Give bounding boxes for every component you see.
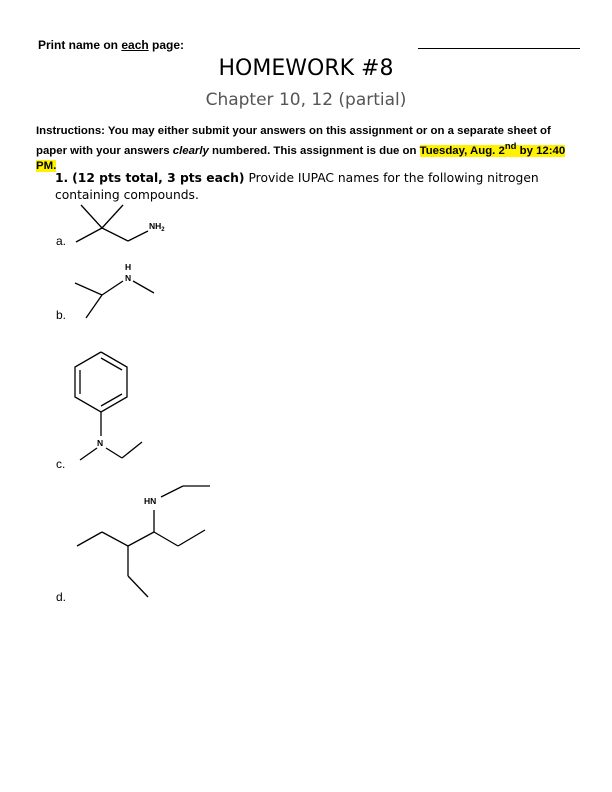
structure-d xyxy=(70,480,220,605)
page-title: HOMEWORK #8 xyxy=(218,56,394,81)
print-name-underlined: each xyxy=(121,38,149,52)
structure-b xyxy=(70,260,170,320)
print-name-prefix: Print name on xyxy=(38,38,122,52)
structure-c xyxy=(70,345,150,470)
instructions-emphasis: clearly xyxy=(172,144,209,157)
atom-h: H xyxy=(125,262,132,272)
question-text: Provide IUPAC names for the following nitrogen containing compounds. xyxy=(55,171,539,202)
part-c-label: c. xyxy=(56,457,66,471)
atom-n: N xyxy=(97,438,104,448)
question-points: (12 pts total, 3 pts each) xyxy=(72,171,245,185)
atom-hn: HN xyxy=(144,496,157,506)
question-number: 1. xyxy=(55,171,69,185)
part-d-label: d. xyxy=(56,590,67,604)
name-blank-line[interactable] xyxy=(418,48,580,49)
part-a-label: a. xyxy=(56,234,67,248)
instructions-part1: Instructions: You may either submit your answers on this assignment or on a separate sheet of paper with your answers xyxy=(36,125,551,157)
instructions xyxy=(36,124,584,174)
due-date-a: Tuesday, Aug. 2 xyxy=(419,144,505,157)
due-date-sup: nd xyxy=(504,141,517,152)
page-subtitle: Chapter 10, 12 (partial) xyxy=(205,90,407,110)
print-name-instruction xyxy=(38,38,184,52)
instructions-part2: numbered. This assignment is due on xyxy=(208,144,420,157)
print-name-suffix: page: xyxy=(148,38,185,52)
structure-a xyxy=(70,200,180,250)
question-1 xyxy=(55,170,575,204)
atom-nh2: $NH_2$ xyxy=(149,221,165,233)
atom-n: N xyxy=(125,273,132,283)
due-date-b: by 12:40 PM. xyxy=(36,144,566,172)
part-b-label: b. xyxy=(56,308,67,322)
